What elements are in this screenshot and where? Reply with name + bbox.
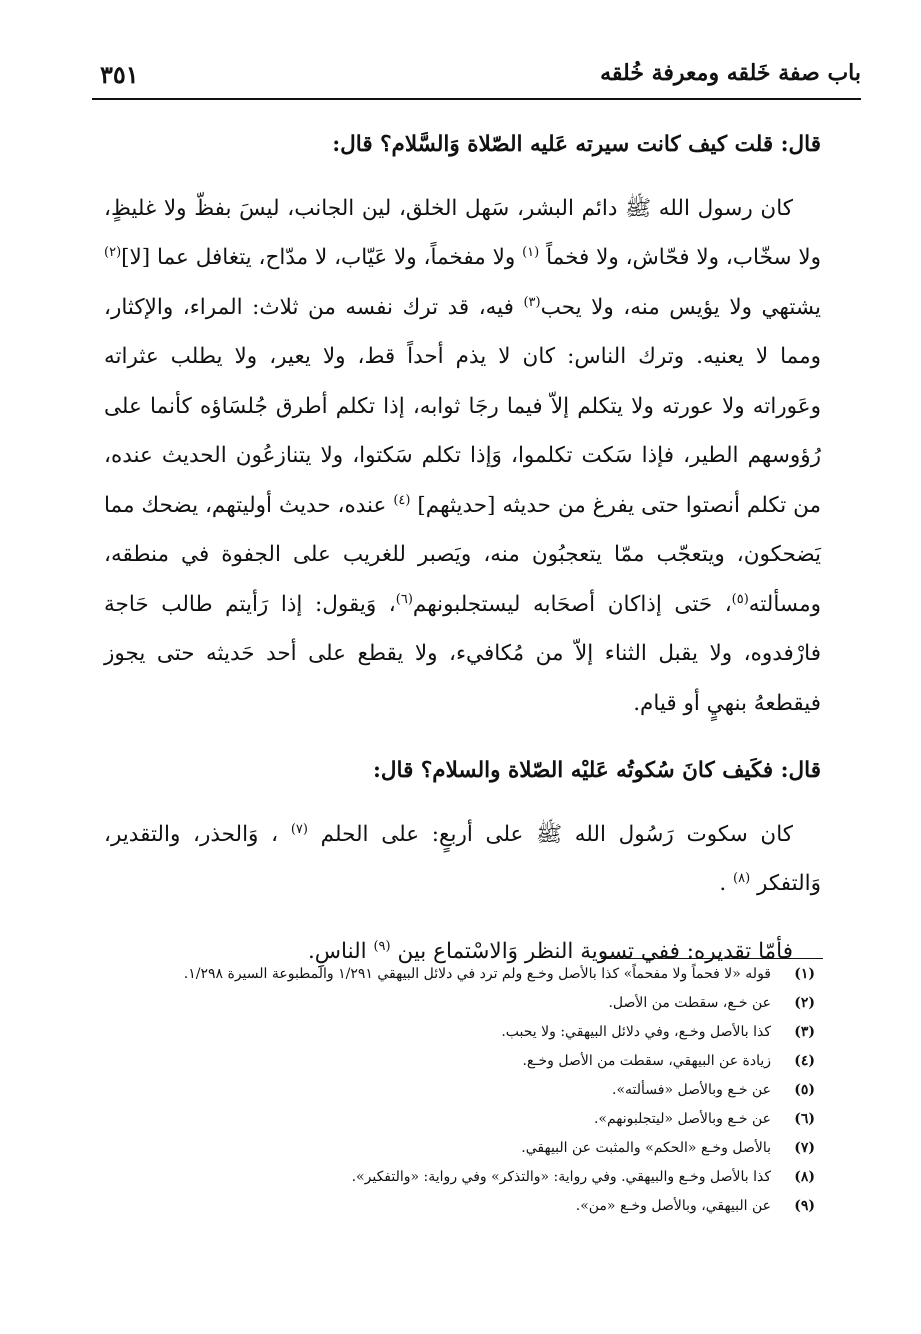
footnote-number: (٣) bbox=[794, 1024, 815, 1040]
question-2 bbox=[104, 746, 821, 796]
footnote-ref-5[interactable]: (٥) bbox=[731, 591, 749, 607]
question-1-label: قال: bbox=[780, 132, 821, 157]
footnote-number: (١) bbox=[794, 966, 815, 982]
footnote-ref-9[interactable]: (٩) bbox=[373, 938, 391, 954]
footnote-separator bbox=[601, 958, 823, 959]
footnote-text: كذا بالأصل وخـع والبيهقي. وفي رواية: «والتذكر» وفي رواية: «والتفكير». bbox=[351, 1169, 771, 1185]
footnote bbox=[104, 1134, 815, 1163]
footnote-number: (٢) bbox=[794, 995, 815, 1011]
footnote bbox=[104, 989, 815, 1018]
question-2-label: قال: bbox=[780, 758, 821, 783]
main-text bbox=[104, 120, 821, 976]
footnote bbox=[104, 1192, 815, 1221]
footnote-text: عن خـع وبالأصل «ليتجلبونهم». bbox=[593, 1111, 771, 1127]
footnote bbox=[104, 1047, 815, 1076]
question-2-text: فكَيف كانَ سُكوتُه عَليْه الصّلاة والسلام؟ قال: bbox=[372, 758, 774, 783]
footnote-ref-7[interactable]: (٧) bbox=[290, 821, 308, 837]
footnote bbox=[104, 1105, 815, 1134]
footnote-text: كذا بالأصل وخـع، وفي دلائل البيهقي: ولا يحبب. bbox=[501, 1024, 771, 1040]
question-1 bbox=[104, 120, 821, 170]
answer-1-paragraph: كان رسول الله ﷺ دائم البشر، سَهل الخلق، لين الجانب، ليسَ بفظّ ولا غليظٍ، ولا سخّاب، ولا فحّاش، ولا فخماً $^{(١)}$ ولا مفخماً، ولا عَيّاب، لا مدّاح، يتغافل عما [لا]$^{(٢)}$ يشتهي ولا يؤيس منه، ولا يحب$^{(٣)}$ فيه، قد ترك نفسه من ثلاث: المراء، والإكثار، ومما لا يعنيه. وترك الناس: كان لا يذم أحداً قط، ولا يعير، ولا يطلب عثراته وعَوراته ولا عورته ولا يتكلم إلاّ فيما رجَا ثوابه، إذا تكلم أطرق جُلسَاؤه كأنما على رُؤوسهم الطير، فإذا سَكت تكلموا، وَإذا تكلم سَكتوا، ولا يتنازعُون الحديث عنده، من تكلم أنصتوا حتى يفرغ من حديثه [حديثهم] $^{(٤)}$ عنده، حديث أوليتهم، يضحك مما يَضحكون، ويتعجّب ممّا يتعجبُون منه، ويَصبر للغريب على الجفوة في منطقه، ومسألته$^{(٥)}$، حَتى إذاكان أصحَابه ليستجلبونهم$^{(٦)}$، وَيقول: إذا رَأيتم طالب حَاجة فارْفدوه، ولا يقبل الثناء إلاّ من مُكافيء، ولا يقطع على أحد حَديثه حتى يجوز فيقطعهُ بنهيٍ أو قيام. bbox=[104, 195, 821, 716]
footnote-ref-3[interactable]: (٣) bbox=[523, 294, 541, 310]
footnote-ref-8[interactable]: (٨) bbox=[733, 870, 751, 886]
answer-2-paragraph: كان سكوت رَسُول الله ﷺ على أربعٍ: على الحلم $^{(٧)}$ ، وَالحذر، والتقدير، وَالتفكر $^{(٨)}$ . bbox=[104, 821, 821, 896]
footnote-text: عن البيهقي، وبالأصل وخـع «من». bbox=[575, 1198, 771, 1214]
footnote bbox=[104, 960, 815, 989]
footnote-text: قوله «لا فحماً ولا مفحماً» كذا بالأصل وخـع ولم ترد في دلائل البيهقي ١/٢٩١ والمطبوعة السيرة ١/٢٩٨. bbox=[183, 966, 771, 982]
footnote-number: (٦) bbox=[794, 1111, 815, 1127]
footnote-number: (٥) bbox=[794, 1082, 815, 1098]
footnote bbox=[104, 1018, 815, 1047]
question-1-text: قلت كيف كانت سيرته عَليه الصّلاة وَالسَّلام؟ قال: bbox=[332, 132, 774, 157]
footnote-ref-2[interactable]: (٢) bbox=[104, 244, 122, 260]
footnote-number: (٧) bbox=[794, 1140, 815, 1156]
footnote-text: عن خـع، سقطت من الأصل. bbox=[608, 995, 771, 1011]
footnote-number: (٤) bbox=[794, 1053, 815, 1069]
footnote-text: عن خـع وبالأصل «فسألته». bbox=[612, 1082, 771, 1098]
page-number: ٣٥١ bbox=[100, 60, 139, 89]
footnotes bbox=[104, 960, 815, 1221]
footnote bbox=[104, 1076, 815, 1105]
footnote-text: زيادة عن البيهقي، سقطت من الأصل وخـع. bbox=[522, 1053, 771, 1069]
running-header bbox=[92, 58, 861, 100]
footnote bbox=[104, 1163, 815, 1192]
chapter-title: باب صفة خَلقه ومعرفة خُلقه bbox=[600, 60, 861, 86]
footnote-text: بالأصل وخـع «الحكم» والمثبت عن البيهقي. bbox=[521, 1140, 771, 1156]
footnote-ref-1[interactable]: (١) bbox=[522, 244, 540, 260]
paragraph-3: فأمّا تقديره: ففي تسوية النظر وَالاسْتماع بين $^{(٩)}$ الناسِ. bbox=[307, 938, 793, 964]
footnote-ref-4[interactable]: (٤) bbox=[393, 492, 411, 508]
footnote-number: (٨) bbox=[794, 1169, 815, 1185]
footnote-ref-6[interactable]: (٦) bbox=[395, 591, 413, 607]
footnote-number: (٩) bbox=[794, 1198, 815, 1214]
